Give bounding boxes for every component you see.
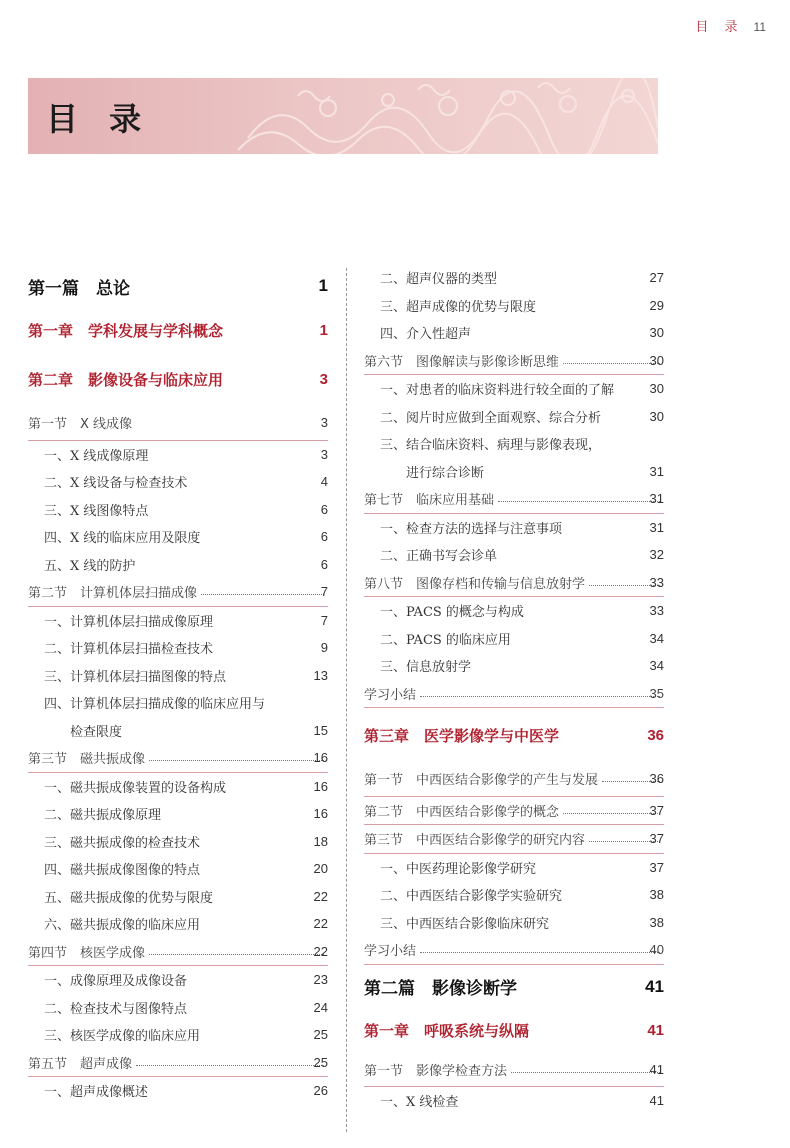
toc-entry-page: 3	[320, 446, 328, 462]
toc-entry-part[interactable]	[28, 264, 328, 308]
toc-entry-page: 29	[649, 297, 664, 313]
toc-entry-page: 40	[649, 942, 664, 958]
toc-entry-page: 18	[313, 833, 328, 849]
toc-entry-page: 23	[313, 972, 328, 988]
toc-entry-item[interactable]	[28, 773, 328, 801]
toc-entry-title: 二、计算机体层扫描检查技术	[44, 642, 214, 658]
toc-entry-title: 二、阅片时应做到全面观察、综合分析	[380, 410, 602, 426]
toc-entry-page: 15	[313, 722, 328, 738]
toc-entry-part[interactable]	[364, 965, 664, 1009]
toc-entry-title: 进行综合诊断	[380, 465, 485, 481]
toc-entry-chapter[interactable]	[28, 308, 328, 352]
leader-dots	[563, 363, 660, 364]
toc-right-column	[364, 264, 664, 1115]
toc-entry-item[interactable]	[364, 597, 664, 625]
toc-entry-page: 32	[649, 547, 664, 563]
toc-entry-section[interactable]	[28, 938, 328, 967]
toc-entry-chapter[interactable]	[364, 1009, 664, 1053]
toc-entry-chapter[interactable]	[28, 352, 328, 406]
leader-dots	[149, 954, 324, 955]
toc-entry-page: 33	[649, 603, 664, 619]
toc-entry-item[interactable]	[364, 652, 664, 680]
toc-entry-title: 学习小结	[364, 944, 417, 960]
toc-entry-page: 22	[313, 916, 328, 932]
leader-dots	[498, 501, 660, 502]
toc-entry-title: 一、X 线成像原理	[44, 448, 149, 464]
column-divider	[346, 268, 347, 1132]
toc-entry-title: 第二章 影像设备与临床应用	[28, 370, 224, 389]
toc-entry-title: 一、中医药理论影像学研究	[380, 861, 537, 877]
toc-entry-page: 34	[649, 630, 664, 646]
toc-entry-page: 6	[320, 529, 328, 545]
toc-entry-item[interactable]	[364, 541, 664, 569]
toc-entry-chapter[interactable]	[364, 708, 664, 762]
toc-entry-title: 一、磁共振成像装置的设备构成	[44, 780, 227, 796]
leader-dots	[420, 696, 660, 697]
toc-entry-page: 6	[320, 501, 328, 517]
toc-entry-title: 二、正确书写会诊单	[380, 549, 498, 565]
toc-entry-summary[interactable]	[364, 680, 664, 709]
toc-entry-page: 33	[649, 574, 664, 590]
toc-entry-section[interactable]	[364, 825, 664, 854]
toc-entry-page: 38	[649, 914, 664, 930]
toc-entry-item[interactable]	[28, 607, 328, 635]
toc-entry-title: 一、检查方法的选择与注意事项	[380, 521, 563, 537]
toc-entry-page: 7	[320, 612, 328, 628]
toc-entry-section[interactable]	[28, 744, 328, 773]
toc-entry-page: 37	[649, 831, 664, 847]
toc-entry-title: 五、X 线的防护	[44, 558, 136, 574]
toc-entry-page: 37	[649, 859, 664, 875]
toc-entry-item[interactable]	[28, 800, 328, 828]
toc-entry-item[interactable]	[28, 717, 328, 745]
toc-entry-page: 26	[313, 1083, 328, 1099]
wave-pattern-icon	[238, 78, 658, 154]
toc-entry-title: 四、介入性超声	[380, 327, 472, 343]
toc-entry-title: 二、PACS 的临床应用	[380, 632, 511, 648]
toc-entry-title: 第六节 图像解读与影像诊断思维	[364, 354, 560, 370]
toc-entry-title: 四、磁共振成像图像的特点	[44, 863, 201, 879]
title-banner	[28, 78, 658, 154]
toc-entry-title: 第七节 临床应用基础	[364, 493, 495, 509]
toc-entry-page: 25	[313, 1054, 328, 1070]
toc-entry-page: 34	[649, 658, 664, 674]
toc-entry-title: 三、计算机体层扫描图像的特点	[44, 669, 227, 685]
toc-entry-page: 1	[319, 321, 328, 339]
toc-entry-item[interactable]	[364, 375, 664, 403]
toc-entry-page: 36	[649, 771, 664, 787]
toc-entry-section[interactable]	[28, 578, 328, 607]
toc-entry-page: 37	[649, 802, 664, 818]
toc-entry-page: 25	[313, 1027, 328, 1043]
toc-entry-title: 一、计算机体层扫描成像原理	[44, 614, 214, 630]
toc-entry-title: 第二篇 影像诊断学	[364, 979, 517, 999]
toc-entry-title: 第一节 中西医结合影像学的产生与发展	[364, 773, 599, 789]
toc-entry-page: 6	[320, 556, 328, 572]
toc-entry-section[interactable]	[28, 406, 328, 441]
toc-entry-title: 第一篇 总论	[28, 278, 130, 299]
toc-entry-page: 3	[320, 415, 328, 431]
toc-entry-page: 3	[319, 370, 328, 388]
toc-entry-title: 四、X 线的临床应用及限度	[44, 531, 201, 547]
toc-entry-page: 1	[318, 276, 328, 295]
toc-entry-page: 35	[649, 685, 664, 701]
toc-entry-item[interactable]	[364, 1087, 664, 1115]
toc-entry-item[interactable]	[28, 523, 328, 551]
toc-entry-page: 22	[313, 888, 328, 904]
toc-entry-page: 27	[649, 270, 664, 286]
toc-entry-item[interactable]	[364, 881, 664, 909]
toc-entry-title: 三、磁共振成像的检查技术	[44, 835, 201, 851]
toc-entry-title: 三、信息放射学	[380, 660, 472, 676]
toc-entry-summary[interactable]	[364, 936, 664, 965]
toc-entry-title: 一、PACS 的概念与构成	[380, 605, 524, 621]
toc-entry-title: 第一章 呼吸系统与纵隔	[364, 1022, 530, 1040]
toc-entry-page: 41	[649, 1061, 664, 1077]
toc-entry-item[interactable]	[364, 319, 664, 347]
toc-entry-page: 24	[313, 999, 328, 1015]
toc-entry-page: 7	[320, 584, 328, 600]
page-title: 目 录	[46, 100, 152, 138]
toc-entry-title: 二、磁共振成像原理	[44, 808, 162, 824]
toc-entry-page: 30	[649, 325, 664, 341]
running-head-title: 目 录	[695, 20, 744, 35]
toc-entry-item[interactable]	[28, 689, 328, 717]
toc-entry-page: 22	[313, 943, 328, 959]
toc-entry-item[interactable]	[28, 551, 328, 579]
toc-entry-page: 4	[320, 474, 328, 490]
toc-entry-item[interactable]	[28, 441, 328, 469]
toc-entry-page: 20	[313, 861, 328, 877]
toc-entry-page: 16	[313, 778, 328, 794]
toc-entry-item[interactable]	[364, 292, 664, 320]
toc-entry-page: 41	[647, 1022, 664, 1039]
leader-dots	[149, 760, 324, 761]
toc-entry-title: 一、对患者的临床资料进行较全面的了解	[380, 383, 615, 399]
toc-entry-item[interactable]	[28, 468, 328, 496]
toc-entry-item[interactable]	[364, 264, 664, 292]
toc-entry-title: 学习小结	[364, 687, 417, 703]
toc-entry-title: 第三节 磁共振成像	[28, 752, 146, 768]
toc-entry-title: 四、计算机体层扫描成像的临床应用与	[44, 697, 266, 713]
toc-entry-title: 二、中西医结合影像学实验研究	[380, 889, 563, 905]
leader-dots	[563, 813, 660, 814]
toc-entry-item[interactable]	[28, 634, 328, 662]
toc-entry-title: 一、成像原理及成像设备	[44, 974, 188, 990]
toc-entry-item[interactable]	[364, 854, 664, 882]
toc-entry-page: 41	[649, 1093, 664, 1109]
toc-entry-page: 41	[645, 976, 664, 996]
toc-entry-item[interactable]	[28, 855, 328, 883]
toc-entry-title: 第二节 计算机体层扫描成像	[28, 586, 198, 602]
toc-entry-item[interactable]	[28, 966, 328, 994]
leader-dots	[201, 594, 324, 595]
toc-entry-item[interactable]	[364, 430, 664, 458]
leader-dots	[420, 952, 660, 953]
toc-entry-section[interactable]	[28, 1049, 328, 1078]
toc-entry-title: 第三节 中西医结合影像学的研究内容	[364, 833, 586, 849]
toc-entry-title: 第一节 影像学检查方法	[364, 1063, 508, 1079]
toc-entry-page: 30	[649, 352, 664, 368]
toc-entry-page: 31	[649, 463, 664, 479]
toc-entry-title: 一、X 线检查	[380, 1095, 459, 1111]
toc-entry-title: 二、检查技术与图像特点	[44, 1001, 188, 1017]
toc-entry-title: 二、X 线设备与检查技术	[44, 476, 188, 492]
toc-entry-item[interactable]	[364, 403, 664, 431]
toc-entry-item[interactable]	[28, 662, 328, 690]
toc-entry-section[interactable]	[364, 762, 664, 797]
toc-entry-title: 第四节 核医学成像	[28, 945, 146, 961]
toc-entry-item[interactable]	[364, 458, 664, 486]
toc-entry-title: 三、结合临床资料、病理与影像表现，	[380, 438, 602, 454]
toc-entry-page: 36	[647, 726, 664, 744]
toc-entry-item[interactable]	[28, 994, 328, 1022]
toc-entry-item[interactable]	[28, 496, 328, 524]
toc-entry-title: 三、中西医结合影像临床研究	[380, 916, 550, 932]
toc-entry-page: 31	[649, 491, 664, 507]
toc-entry-title: 第一章 学科发展与学科概念	[28, 321, 224, 340]
toc-entry-page: 31	[649, 519, 664, 535]
running-head	[695, 16, 766, 35]
leader-dots	[136, 1065, 324, 1066]
toc-entry-page: 16	[313, 750, 328, 766]
toc-entry-item[interactable]	[28, 1077, 328, 1105]
toc-entry-title: 第一节 X 线成像	[28, 417, 133, 433]
toc-entry-page: 9	[320, 640, 328, 656]
toc-entry-title: 第五节 超声成像	[28, 1056, 133, 1072]
toc-entry-title: 检查限度	[44, 724, 123, 740]
toc-entry-title: 三、核医学成像的临床应用	[44, 1029, 201, 1045]
toc-entry-title: 二、超声仪器的类型	[380, 272, 498, 288]
toc-entry-item[interactable]	[364, 909, 664, 937]
toc-entry-title: 五、磁共振成像的优势与限度	[44, 890, 214, 906]
toc-entry-item[interactable]	[28, 1021, 328, 1049]
toc-entry-item[interactable]	[364, 514, 664, 542]
toc-entry-title: 第八节 图像存档和传输与信息放射学	[364, 576, 586, 592]
page-number: 11	[753, 20, 766, 34]
toc-entry-section[interactable]	[364, 569, 664, 598]
toc-entry-title: 三、X 线图像特点	[44, 503, 149, 519]
toc-entry-page: 16	[313, 806, 328, 822]
toc-entry-section[interactable]	[364, 797, 664, 826]
leader-dots	[511, 1072, 660, 1073]
toc-entry-title: 第三章 医学影像学与中医学	[364, 726, 560, 745]
toc-entry-page: 30	[649, 408, 664, 424]
toc-entry-item[interactable]	[28, 883, 328, 911]
toc-entry-section[interactable]	[364, 347, 664, 376]
toc-entry-page: 30	[649, 381, 664, 397]
toc-entry-item[interactable]	[364, 625, 664, 653]
toc-entry-section[interactable]	[364, 485, 664, 514]
toc-entry-page: 38	[649, 887, 664, 903]
toc-entry-page: 13	[313, 667, 328, 683]
toc-entry-title: 第二节 中西医结合影像学的概念	[364, 804, 560, 820]
toc-entry-title: 三、超声成像的优势与限度	[380, 299, 537, 315]
toc-entry-item[interactable]	[28, 828, 328, 856]
toc-entry-title: 一、超声成像概述	[44, 1085, 149, 1101]
toc-entry-title: 六、磁共振成像的临床应用	[44, 918, 201, 934]
toc-left-column	[28, 264, 328, 1105]
toc-entry-item[interactable]	[28, 910, 328, 938]
toc-entry-section[interactable]	[364, 1053, 664, 1088]
